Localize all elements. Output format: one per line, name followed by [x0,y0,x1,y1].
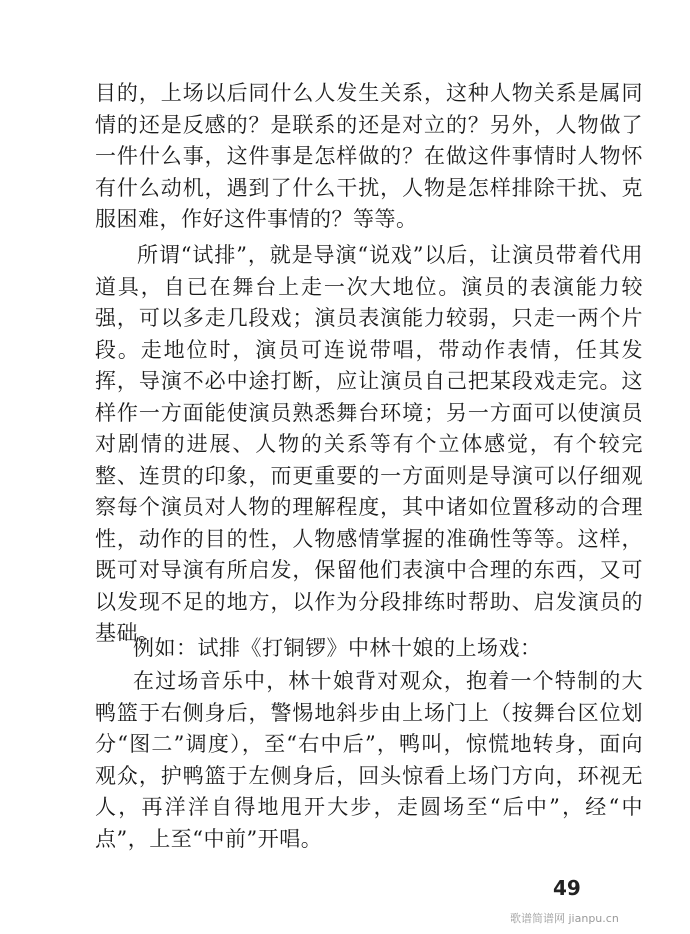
paragraph-2: 所谓“试排”，就是导演“说戏”以后，让演员带着代用道具，自已在舞台上走一次大地位。演员的表演能力较强，可以多走几段戏；演员表演能力较弱，只走一两个片段。走地位时，演员可连说带唱，带动作表情，任其发挥，导演不必中途打断，应让演员自己把某段戏走完。这样作一方面能使演员熟悉舞台环境；另一方面可以使演员对剧情的进展、人物的关系等有个立体感觉，有个较完整、连贯的印象，而更重要的一方面则是导演可以仔细观察每个演员对人物的理解程度，其中诸如位置移动的合理性，动作的目的性，人物感情掌握的准确性等等。这样，既可对导演有所启发，保留他们表演中合理的东西，又可以发现不足的地方，以作为分段排练时帮助、启发演员的基础。 [95,243,643,645]
page-number: 49 [553,876,581,900]
watermark: 歌谱简谱网 jianpu.cn [510,912,619,925]
paragraph-1: 目的，上场以后同什么人发生关系，这种人物关系是属同情的还是反感的？是联系的还是对立的？另外，人物做了一件什么事，这件事是怎样做的？在做这件事情时人物怀有什么动机，遇到了什么干扰，人物是怎样排除干扰、克服困难，作好这件事情的？等等。 [95,81,643,231]
paragraph-3: 例如：试排《打铜锣》中林十娘的上场戏： [133,636,542,660]
paragraph-4: 在过场音乐中，林十娘背对观众，抱着一个特制的大鸭篮于右侧身后，警惕地斜步由上场门上（按舞台区位划分“图二”调度），至“右中后”，鸭叫，惊慌地转身，面向观众，护鸭篮于左侧身后，回头惊看上场门方向，环视无人，再洋洋自得地甩开大步，走圆场至“后中”，经“中点”，上至“中前”开唱。 [95,669,643,851]
